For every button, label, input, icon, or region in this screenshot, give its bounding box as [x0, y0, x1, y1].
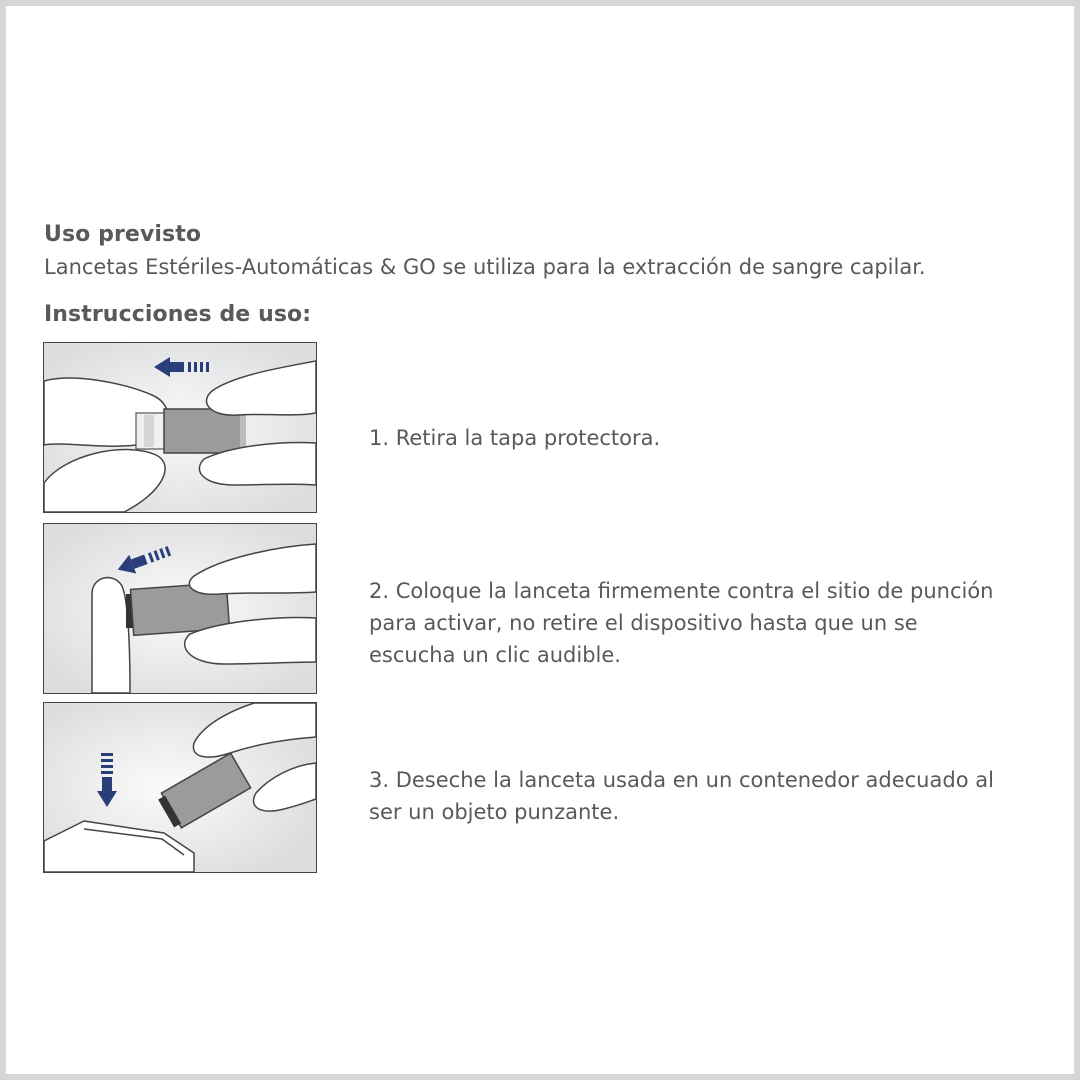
remove-cap-illustration — [43, 342, 317, 513]
remove-cap-drawing — [44, 343, 316, 512]
step-2-text: 2. Coloque la lanceta firmemente contra el sitio de punción para activar, no retire el dispositivo hasta que un se escucha un clic audible. — [369, 579, 994, 667]
step-3-text: 3. Deseche la lanceta usada en un contenedor adecuado al ser un objeto punzante. — [369, 768, 994, 824]
instructions-title: Instrucciones de uso: — [44, 302, 312, 327]
step-1-text: 1. Retira la tapa protectora. — [369, 426, 661, 450]
intended-use-title: Uso previsto — [44, 222, 202, 247]
press-on-finger-illustration — [43, 523, 317, 694]
dispose-lancet-illustration — [43, 702, 317, 873]
press-on-finger-drawing — [44, 524, 316, 693]
intended-use-text: Lancetas Estériles-Automáticas & GO se utiliza para la extracción de sangre capilar. — [44, 255, 926, 279]
dispose-lancet-drawing — [44, 703, 316, 872]
